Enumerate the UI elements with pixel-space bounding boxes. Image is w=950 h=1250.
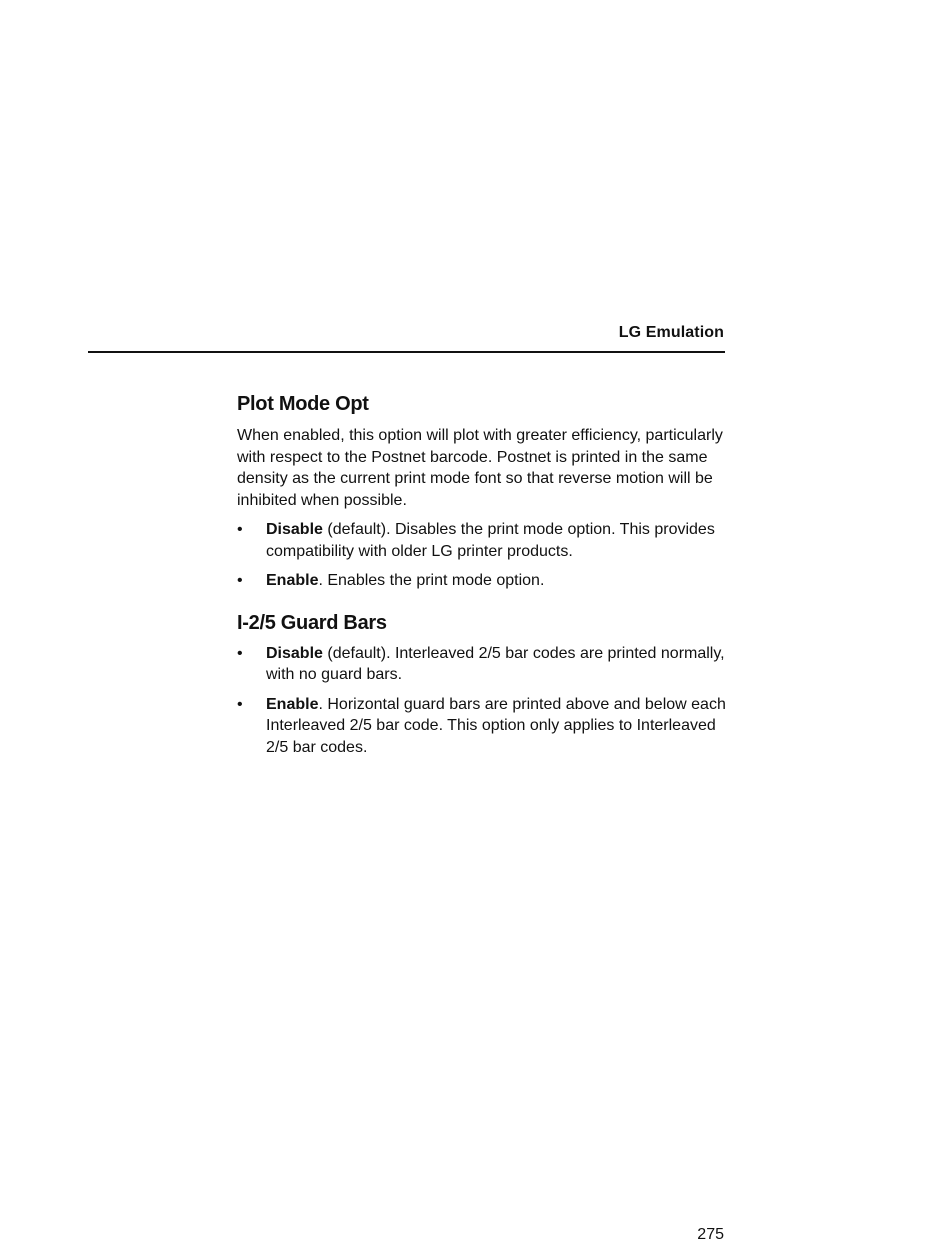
bullet-text: . Enables the print mode option. [318, 572, 545, 589]
list-item [237, 643, 727, 686]
bullet-list [237, 519, 727, 592]
section-paragraph: When enabled, this option will plot with greater efficiency, particularly with respect to the Postnet barcode. Postnet is printed in the same density as the current print mode font so that reverse motion will be inhibited when possible. [237, 427, 723, 509]
main-content [237, 390, 727, 766]
bullet-term: Enable [266, 572, 319, 589]
list-item [237, 694, 727, 759]
section-plot-mode-opt [237, 390, 727, 592]
bullet-text: . Horizontal guard bars are printed above and below each Interleaved 2/5 bar code. This option only applies to Interleaved 2/5 bar codes. [266, 695, 726, 756]
bullet-icon: • [237, 521, 243, 538]
bullet-term: Disable [266, 521, 323, 538]
page-number: 275 [697, 1226, 724, 1243]
bullet-text: (default). Interleaved 2/5 bar codes are printed normally, with no guard bars. [266, 644, 725, 683]
list-item [237, 519, 727, 562]
section-heading: I-2/5 Guard Bars [237, 611, 387, 634]
bullet-term: Enable [266, 695, 319, 713]
list-item [237, 570, 727, 592]
header-title: LG Emulation [618, 324, 724, 341]
bullet-icon: • [237, 695, 243, 713]
section-guard-bars [237, 609, 727, 759]
section-heading: Plot Mode Opt [237, 393, 369, 415]
bullet-icon: • [237, 644, 243, 662]
bullet-text: (default). Disables the print mode option. This provides compatibility with older LG printer products. [266, 521, 715, 560]
bullet-list [237, 643, 727, 759]
bullet-term: Disable [266, 644, 323, 662]
bullet-icon: • [237, 572, 243, 589]
page-header [88, 322, 725, 353]
